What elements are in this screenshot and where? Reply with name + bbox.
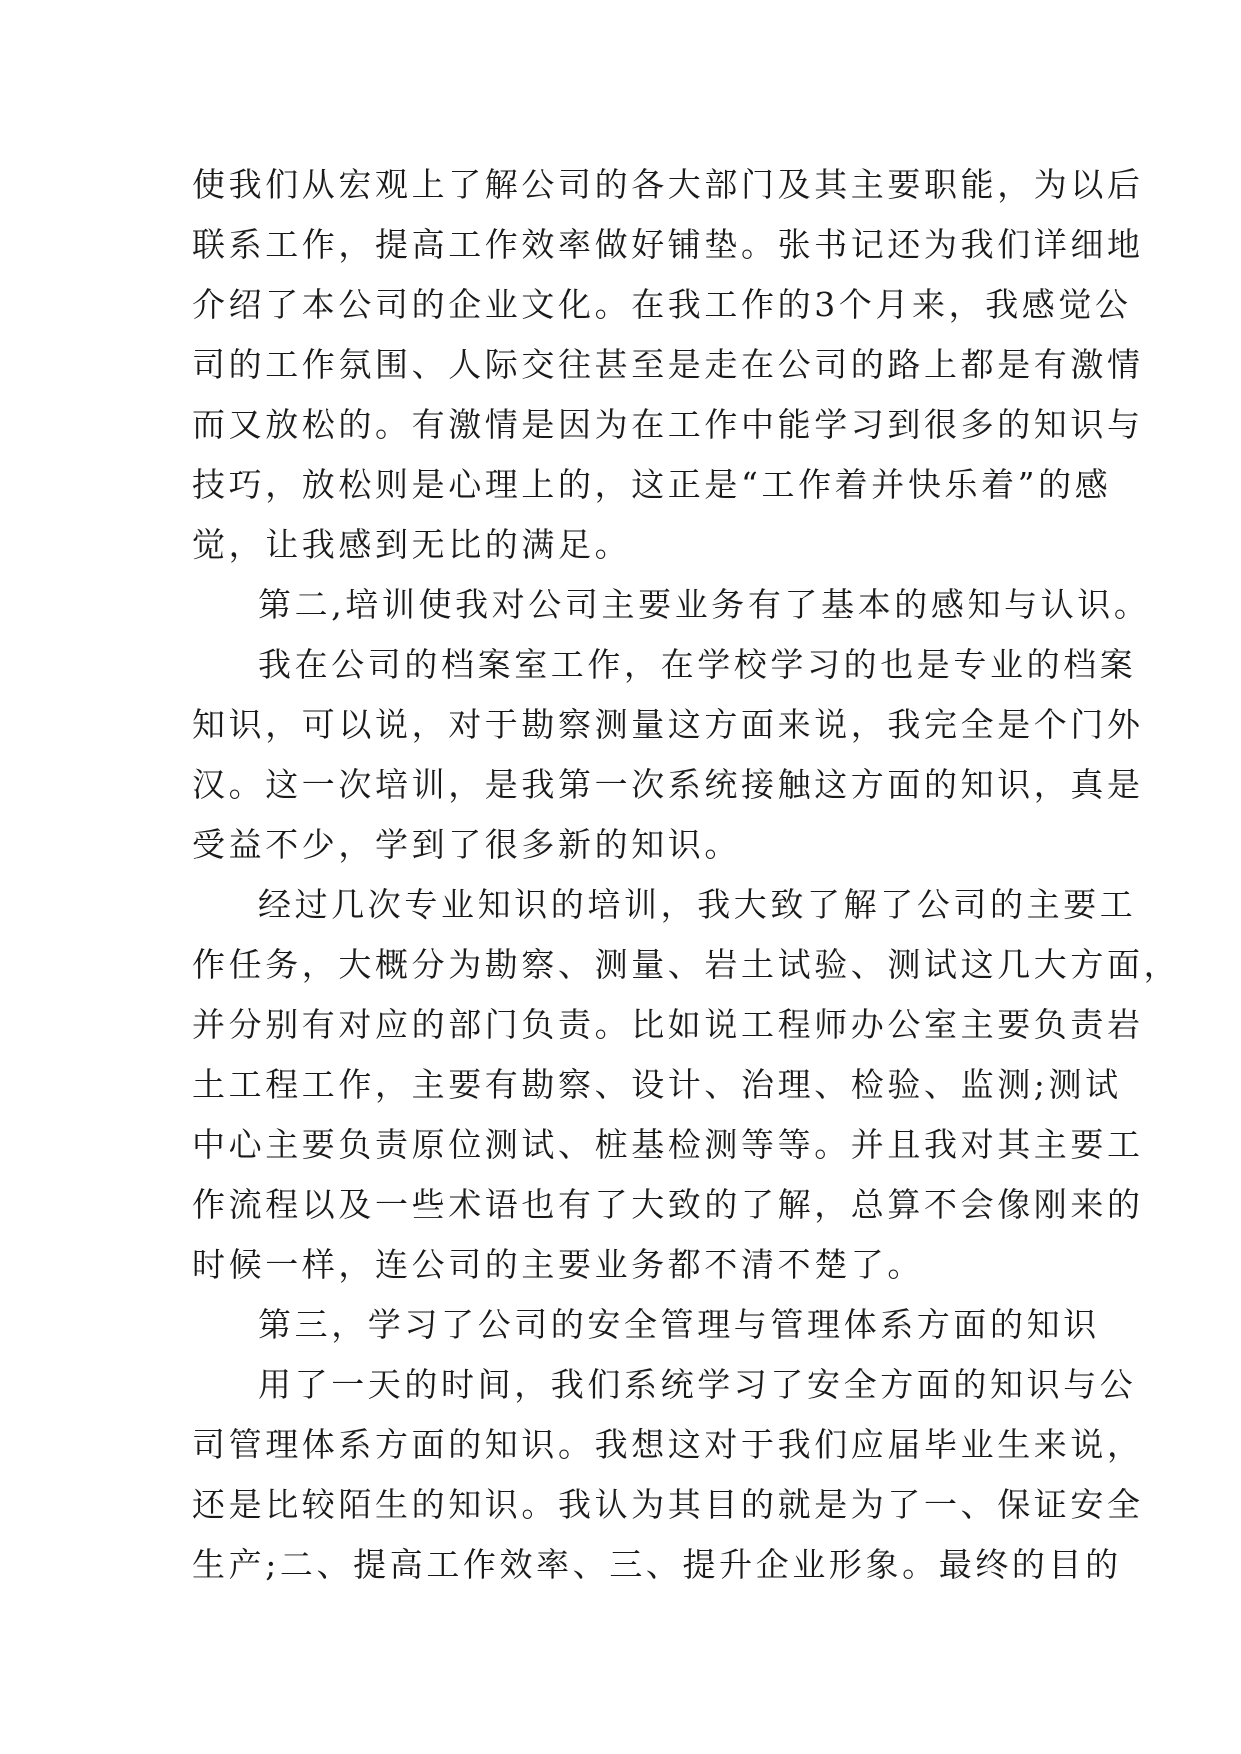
text-line: 使我们从宏观上了解公司的各大部门及其主要职能，为以后 [192,165,1144,204]
section-heading-second: 第二,培训使我对公司主要业务有了基本的感知与认识。 [258,585,1151,624]
text-line: 生产;二、提高工作效率、三、提升企业形象。最终的目的 [192,1545,1122,1584]
text-line: 汉。这一次培训，是我第一次系统接触这方面的知识，真是 [192,765,1144,804]
paragraph-start: 经过几次专业知识的培训，我大致了解了公司的主要工 [258,885,1137,924]
text-line: 并分别有对应的部门负责。比如说工程师办公室主要负责岩 [192,1005,1144,1044]
text-line: 还是比较陌生的知识。我认为其目的就是为了一、保证安全 [192,1485,1144,1524]
text-line: 觉，让我感到无比的满足。 [192,525,632,564]
text-line: 联系工作，提高工作效率做好铺垫。张书记还为我们详细地 [192,225,1144,264]
text-line: 作流程以及一些术语也有了大致的了解，总算不会像刚来的 [192,1185,1144,1224]
text-line: 作任务，大概分为勘察、测量、岩土试验、测试这几大方面， [192,945,1181,984]
text-line: 受益不少，学到了很多新的知识。 [192,825,741,864]
text-line: 而又放松的。有激情是因为在工作中能学习到很多的知识与 [192,405,1144,444]
text-line: 司管理体系方面的知识。我想这对于我们应届毕业生来说， [192,1425,1144,1464]
paragraph-start: 用了一天的时间，我们系统学习了安全方面的知识与公 [258,1365,1137,1404]
paragraph-start: 我在公司的档案室工作，在学校学习的也是专业的档案 [258,645,1137,684]
text-line: 介绍了本公司的企业文化。在我工作的3个月来，我感觉公 [192,285,1132,324]
text-line: 技巧，放松则是心理上的，这正是“工作着并快乐着”的感 [192,465,1112,504]
document-page [192,155,1181,1595]
text-line: 知识，可以说，对于勘察测量这方面来说，我完全是个门外 [192,705,1144,744]
text-line: 司的工作氛围、人际交往甚至是走在公司的路上都是有激情 [192,345,1144,384]
text-line: 土工程工作，主要有勘察、设计、治理、检验、监测;测试 [192,1065,1122,1104]
text-line: 时候一样，连公司的主要业务都不清不楚了。 [192,1245,924,1284]
section-heading-third: 第三，学习了公司的安全管理与管理体系方面的知识 [258,1305,1100,1344]
text-line: 中心主要负责原位测试、桩基检测等等。并且我对其主要工 [192,1125,1144,1164]
